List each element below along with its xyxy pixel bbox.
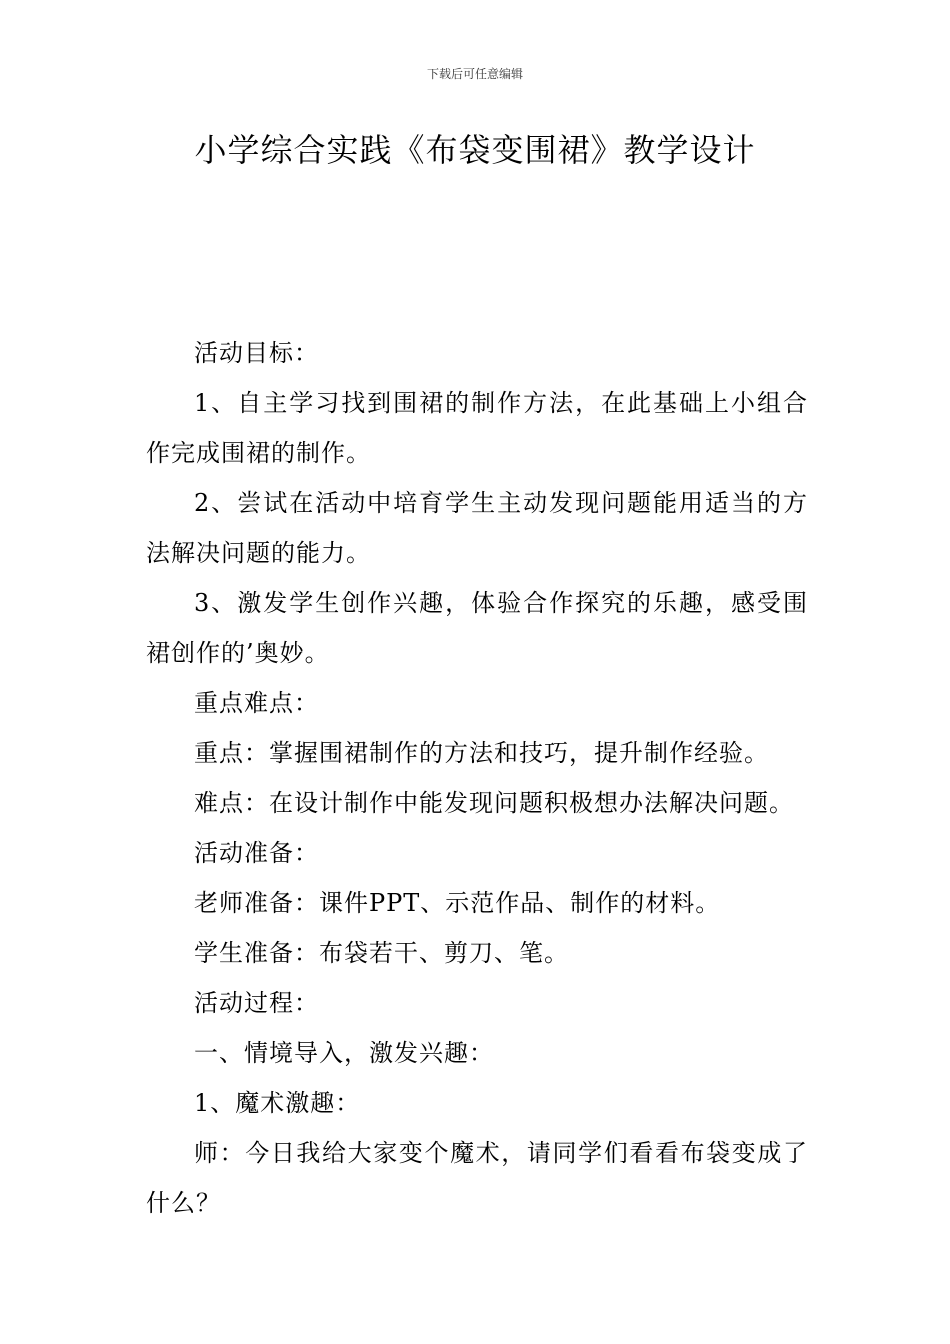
header-note: 下载后可任意编辑 [426, 67, 523, 81]
paragraph: 活动过程： [194, 989, 319, 1017]
paragraph: 一、情境导入，激发兴趣： [194, 1039, 494, 1067]
document-title: 小学综合实践《布袋变围裙》教学设计 [194, 131, 756, 169]
paragraph: 1、魔术激趣： [194, 1089, 361, 1117]
paragraph: 学生准备：布袋若干、剪刀、笔。 [194, 939, 569, 967]
document-body [146, 328, 808, 1228]
paragraph: 重点难点： [194, 689, 319, 717]
paragraph: 重点：掌握围裙制作的方法和技巧，提升制作经验。 [194, 739, 769, 767]
paragraph: 难点：在设计制作中能发现问题积极想办法解决问题。 [194, 789, 794, 817]
paragraph: 活动准备： [194, 839, 319, 867]
paragraph: 师：今日我给大家变个魔术，请同学们看看布袋变成了什么？ [146, 1139, 808, 1217]
paragraph: 活动目标： [194, 339, 319, 367]
paragraph: 2、尝试在活动中培育学生主动发现问题能用适当的方法解决问题的能力。 [146, 489, 808, 567]
paragraph: 1、自主学习找到围裙的制作方法，在此基础上小组合作完成围裙的制作。 [146, 389, 808, 467]
paragraph: 老师准备：课件PPT、示范作品、制作的材料。 [194, 889, 721, 917]
paragraph: 3、激发学生创作兴趣，体验合作探究的乐趣，感受围裙创作的’奥妙。 [146, 589, 808, 667]
